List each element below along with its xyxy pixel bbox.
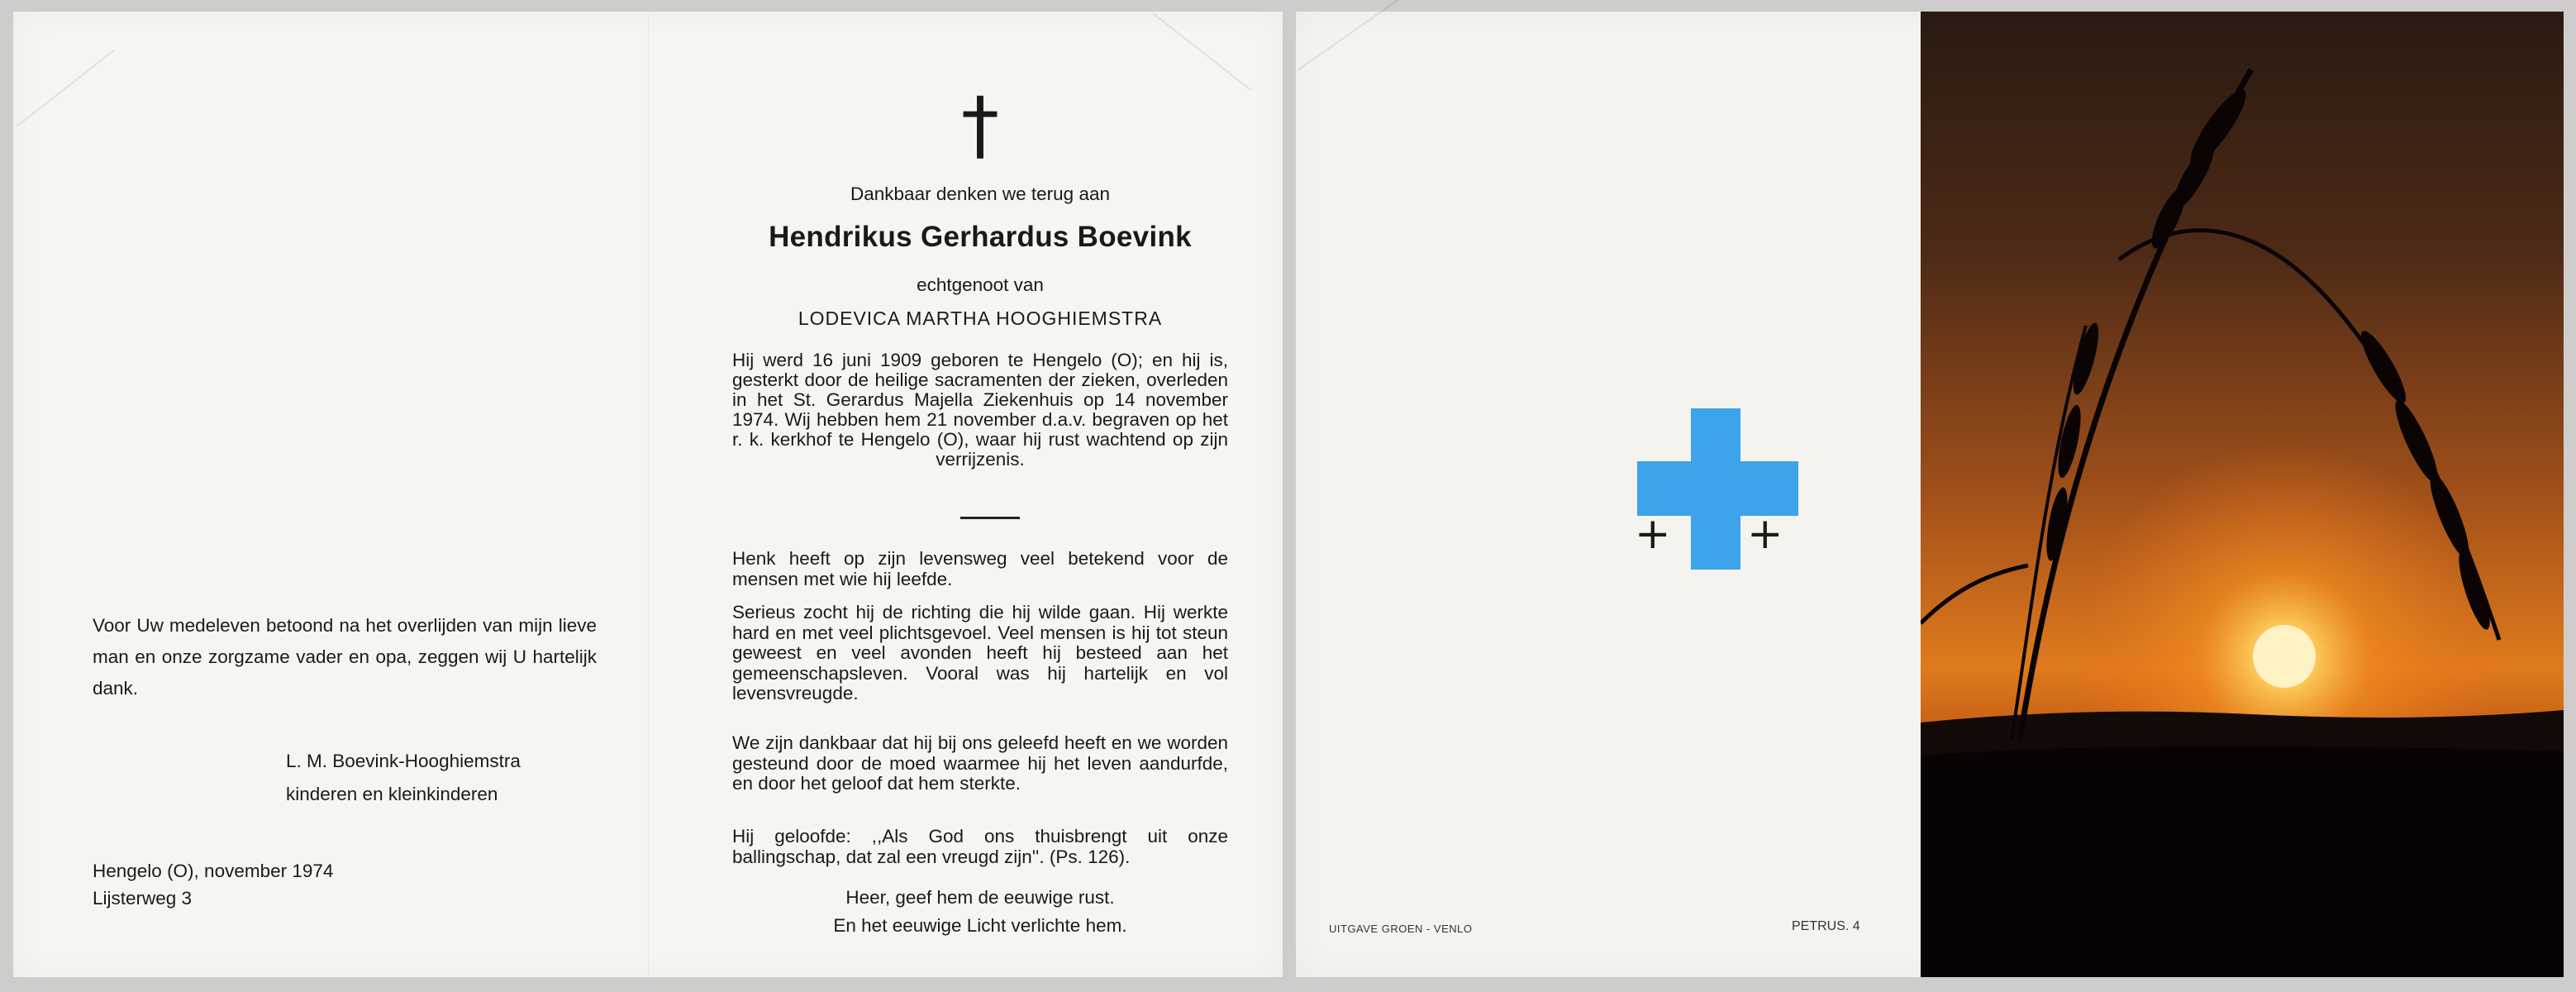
thanks-message: Voor Uw medeleven betoond na het overlijden van mijn lieve man en onze zorgzame vader en opa, zeggen wij U hartelijk dank. xyxy=(93,615,597,699)
signature-family-line: kinderen en kleinkinderen xyxy=(286,784,498,804)
paper-crease xyxy=(1153,13,1251,91)
prayer-line: En het eeuwige Licht verlichte hem. xyxy=(833,915,1127,936)
cross-symbol: † xyxy=(961,81,999,169)
outer-card xyxy=(1296,12,2564,977)
spouse-label: echtgenoot van xyxy=(917,274,1044,295)
center-fold xyxy=(648,12,650,977)
series-label: PETRUS. 4 xyxy=(1792,919,1860,933)
intro-line: Dankbaar denken we terug aan xyxy=(850,184,1110,204)
small-cross-icon: + xyxy=(1747,509,1783,559)
small-cross-icon: + xyxy=(1635,509,1671,559)
paper-crease xyxy=(1297,0,1399,71)
divider-line xyxy=(960,517,1020,519)
paragraph-gratitude: We zijn dankbaar dat hij bij ons geleefd heeft en we worden gesteund door de moed waarmee hij het leven aandurfde, en door het geloof dat hem sterkte. xyxy=(732,732,1228,794)
paragraph-character: Serieus zocht hij de richting die hij wilde gaan. Hij werkte hard en met veel plichtsgevoel. Veel mensen is hij tot steun geweest en veel avonden heeft hij besteed aan het gemeenschapsleven. Vooral was hij hartelijk en vol levensvreugde. xyxy=(732,602,1228,703)
publisher-label: UITGAVE GROEN - VENLO xyxy=(1329,923,1473,935)
sunset-wheat-photo xyxy=(1921,12,2564,977)
paragraph-life: Henk heeft op zijn levensweg veel betekend voor de mensen met wie hij leefde. xyxy=(732,548,1228,589)
place-date: Hengelo (O), november 1974 xyxy=(93,861,334,881)
paragraph-faith: Hij geloofde: ,,Als God ons thuisbrengt uit onze ballingschap, dat zal een vreugd zijn''. (Ps. 126). xyxy=(732,826,1228,867)
spouse-name: LODEVICA MARTHA HOOGHIEMSTRA xyxy=(798,308,1163,329)
inner-card xyxy=(13,12,1283,977)
prayer-line: Heer, geef hem de eeuwige rust. xyxy=(845,887,1115,908)
address: Lijsterweg 3 xyxy=(93,888,193,909)
paper-crease xyxy=(16,50,114,127)
sunset-illustration xyxy=(1921,12,2564,977)
biography: Hij werd 16 juni 1909 geboren te Hengelo (O); en hij is, gesterkt door de heilige sacramenten der zieken, overleden in het St. Gerardus Majella Ziekenhuis op 14 november 1974. Wij hebben hem 21 november d.a.v. begraven op het r. k. kerkhof te Hengelo (O), waar hij rust wachtend op zijn verrijzenis. xyxy=(732,350,1228,470)
deceased-name: Hendrikus Gerhardus Boevink xyxy=(769,221,1192,253)
signature-line: L. M. Boevink-Hooghiemstra xyxy=(286,751,521,771)
